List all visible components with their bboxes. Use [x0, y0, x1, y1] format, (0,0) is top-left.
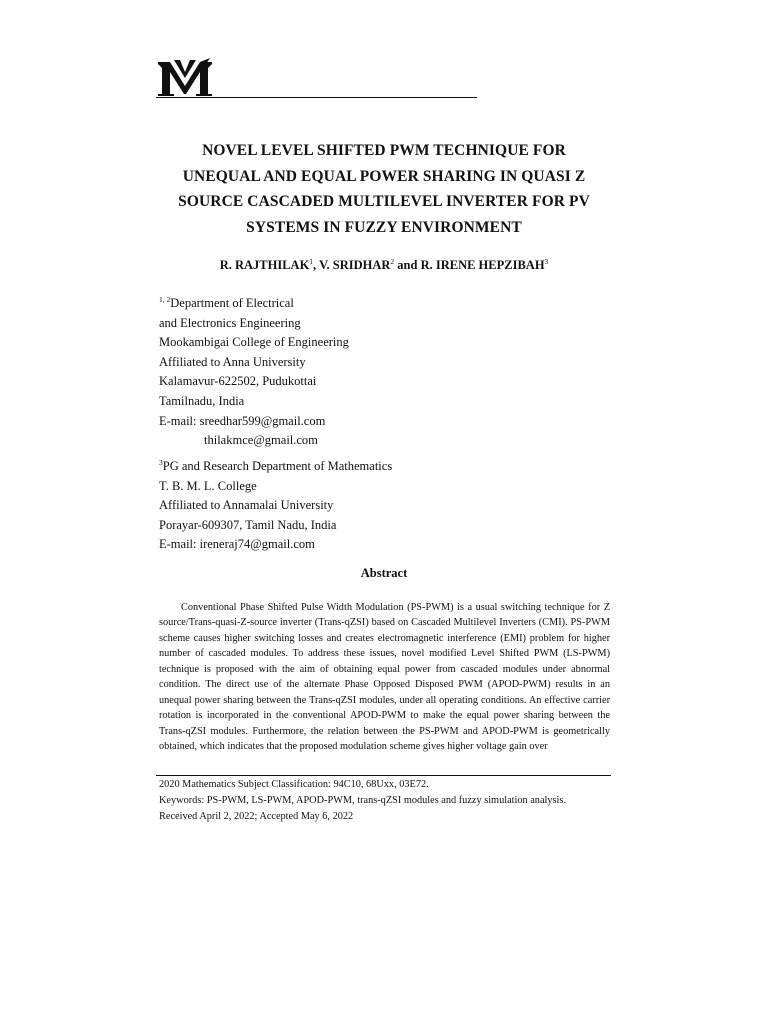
affiliation-line: Kalamavur-622502, Pudukottai [159, 374, 317, 389]
affiliation-line: Affiliated to Anna University [159, 354, 306, 369]
affiliation-line: and Electronics Engineering [159, 315, 301, 330]
author-separator: , [313, 258, 320, 272]
affiliation-block-2 [159, 453, 392, 555]
email-line: E-mail: ireneraj74@gmail.com [159, 537, 315, 552]
title-line: SOURCE CASCADED MULTILEVEL INVERTER FOR PV [178, 193, 590, 210]
title-line: SYSTEMS IN FUZZY ENVIRONMENT [246, 218, 522, 236]
author-affil-mark: 3 [544, 257, 549, 266]
affiliation-line: Affiliated to Annamalai University [159, 498, 334, 513]
affiliation-line: Mookambigai College of Engineering [159, 335, 349, 350]
affiliation-block-1 [159, 290, 349, 451]
abstract-paragraph: Conventional Phase Shifted Pulse Width Modulation (PS-PWM) is a usual switching technique for Z source/Trans-quasi-Z-source inverter (Trans-qZSI) based on Cascaded Multilevel Inverters (CMI). PS-PWM scheme causes higher switching losses and creates electromagnetic interference (EMI) problem for higher number of cascaded modules. To address these issues, novel modified Level Shifted PWM (LS-PWM) technique is proposed with the aim of obtaining equal power from cascaded modules under abnormal condition. The direct use of the alternate Phase Opposed Disposed PWM (APOD-PWM) results in an unequal power sharing between the Trans-qZSI modules, under all operating conditions. An effective carrier rotation is incorporated in the conventional APOD-PWM to make the equal power sharing between the Trans-qZSI modules. Furthermore, the relation between the PS-PWM and APOD-PWM is geometrically obtained, which indicates that the proposed modulation scheme gives higher voltage gain over [159, 602, 610, 753]
title-line: NOVEL LEVEL SHIFTED PWM TECHNIQUE FOR [202, 142, 566, 159]
msc-classification: 2020 Mathematics Subject Classification: 94C10, 68Uxx, 03E72. [159, 779, 429, 790]
author-name: R. RAJTHILAK [219, 258, 310, 272]
journal-logo-icon [156, 58, 214, 98]
footnotes [159, 777, 566, 824]
author-list [150, 257, 618, 273]
author-affil-mark: 2 [390, 257, 395, 266]
affiliation-line: PG and Research Department of Mathematics [162, 459, 393, 473]
author-name: R. IRENE HEPZIBAH [420, 258, 545, 272]
affiliation-line: T. B. M. L. College [159, 478, 257, 493]
abstract-heading: Abstract [360, 566, 408, 580]
keywords: Keywords: PS-PWM, LS-PWM, APOD-PWM, trans-qZSI modules and fuzzy simulation analysis. [159, 794, 566, 806]
affiliation-line: Tamilnadu, India [159, 393, 245, 408]
affiliation-mark: 1, 2 [159, 295, 171, 304]
header-rule [156, 97, 477, 98]
email-line: thilakmce@gmail.com [204, 433, 318, 448]
affiliation-mark: 3 [159, 458, 163, 467]
abstract-text [159, 600, 610, 770]
author-affil-mark: 1 [309, 257, 314, 266]
author-separator: and [394, 258, 421, 272]
affiliation-line: Porayar-609307, Tamil Nadu, India [159, 517, 337, 532]
title-line: UNEQUAL AND EQUAL POWER SHARING IN QUASI Z [182, 167, 586, 185]
author-name: V. SRIDHAR [319, 258, 391, 272]
footnote-rule [156, 775, 611, 776]
paper-title [150, 138, 618, 240]
received-dates: Received April 2, 2022; Accepted May 6, 2022 [159, 810, 354, 822]
email-line: E-mail: sreedhar599@gmail.com [159, 413, 326, 428]
affiliation-line: Department of Electrical [170, 296, 294, 310]
